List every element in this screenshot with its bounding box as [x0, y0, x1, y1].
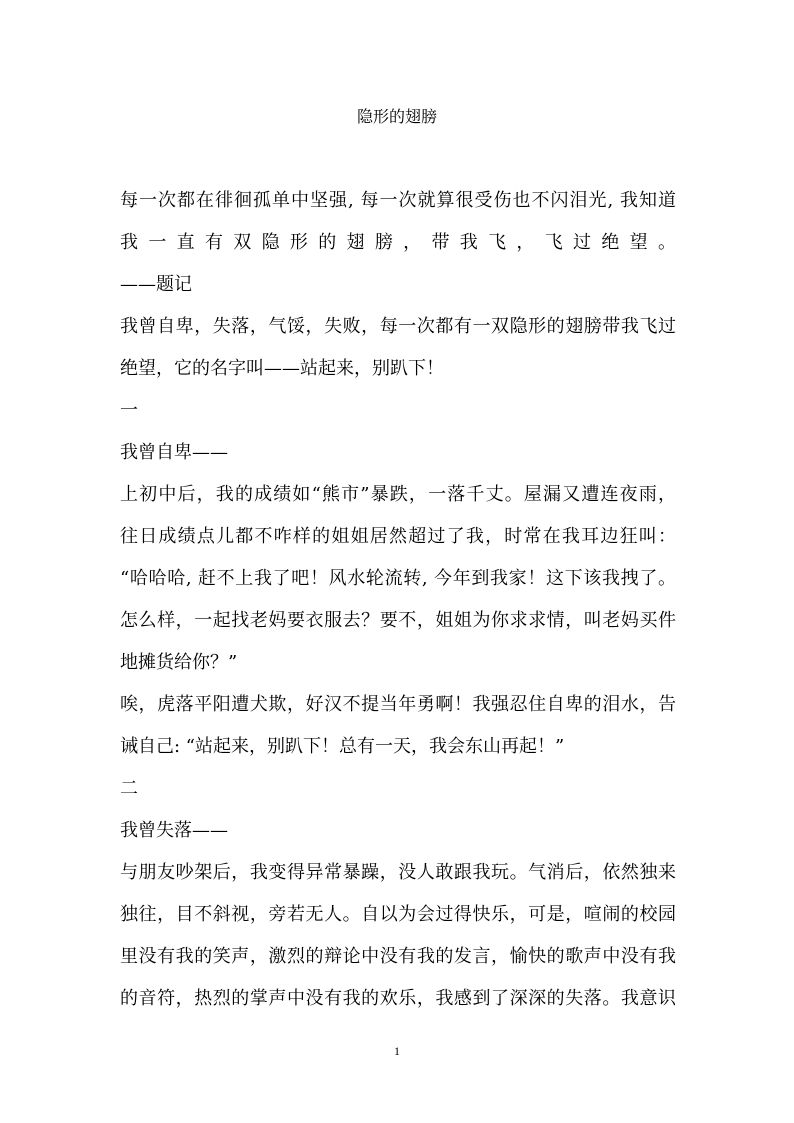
body-line-14: 诫自己: “站起来，别趴下！总有一天，我会东山再起！” — [120, 736, 565, 757]
body-line-9: 往日成绩点儿都不咋样的姐姐居然超过了我，时常在我耳边狂叫： — [120, 526, 676, 547]
body-line-17: 与朋友吵架后，我变得异常暴躁，没人敢跟我玩。气消后，依然独来 — [120, 862, 676, 883]
body-line-5: 绝望，它的名字叫——站起来，别趴下！ — [120, 358, 444, 379]
section-heading-1: 一 — [120, 400, 138, 421]
body-line-2: 我 一 直 有 双 隐 形 的 翅 膀 ， 带 我 飞 ， 飞 过 绝 望 。 — [120, 232, 676, 253]
body-line-7: 我曾自卑—— — [120, 442, 228, 463]
section-heading-2: 二 — [120, 778, 138, 799]
body-line-13: 唉，虎落平阳遭犬欺，好汉不提当年勇啊！我强忍住自卑的泪水，告 — [120, 694, 676, 715]
body-line-12: 地摊货给你？” — [120, 652, 238, 673]
body-line-4: 我曾自卑，失落，气馁，失败，每一次都有一双隐形的翅膀带我飞过 — [120, 316, 676, 337]
body-line-10: “哈哈哈, 赶不上我了吧！风水轮流转, 今年到我家！这下该我拽了。 — [120, 568, 676, 589]
body-line-3: ——题记 — [120, 274, 192, 295]
body-line-1: 每一次都在徘徊孤单中坚强, 每一次就算很受伤也不闪泪光, 我知道 — [120, 190, 676, 211]
body-line-16: 我曾失落—— — [120, 820, 228, 841]
body-line-19: 里没有我的笑声，激烈的辩论中没有我的发言，愉快的歌声中没有我 — [120, 946, 676, 967]
body-line-18: 独往，目不斜视，旁若无人。自以为会过得快乐，可是，喧闹的校园 — [120, 904, 676, 925]
document-title: 隐形的翅膀 — [356, 107, 437, 126]
body-line-11: 怎么样，一起找老妈要衣服去？要不，姐姐为你求求情，叫老妈买件 — [120, 610, 676, 631]
body-line-8: 上初中后，我的成绩如“熊市”暴跌，一落千丈。屋漏又遭连夜雨， — [120, 484, 676, 505]
body-line-20: 的音符，热烈的掌声中没有我的欢乐，我感到了深深的失落。我意识 — [120, 988, 676, 1009]
page-number: 1 — [394, 1044, 400, 1058]
